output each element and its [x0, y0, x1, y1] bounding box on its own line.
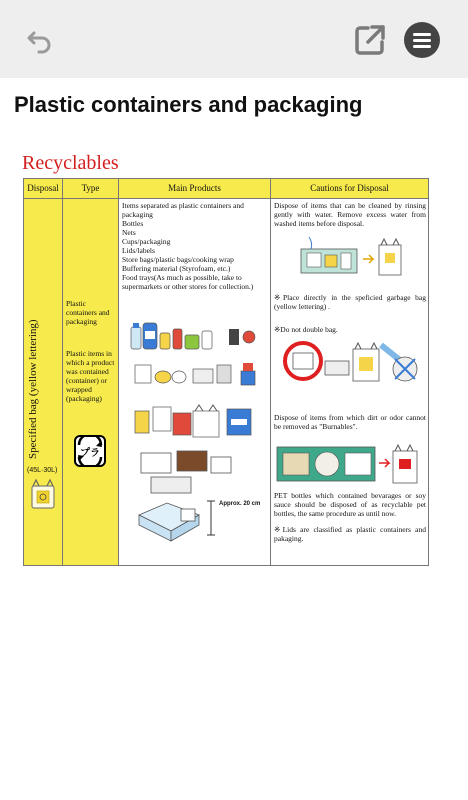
undo-arrow-icon [25, 25, 55, 55]
caution-rinse: Dispose of items that can be cleaned by rinsing gently with water. Remove excess water from washed items before disposal. [274, 201, 426, 228]
recycle-mark-icon [74, 435, 106, 467]
bottles-illustration [129, 319, 261, 351]
type-text-description: Plastic items in which a product was contained (container) or wrapped (packaging) [66, 349, 115, 403]
food-trays-illustration [137, 447, 237, 495]
product-item: Buffering material (Styrofoam, etc.) [122, 264, 231, 273]
menu-button[interactable] [402, 20, 442, 60]
menu-icon [403, 21, 441, 59]
caution-lids: ※Lids are classified as plastic containers and pakaging. [274, 525, 426, 543]
no-double-bag-illustration [281, 339, 421, 385]
bag-size-label: (45L·30L) [27, 467, 58, 474]
product-item: Store bags/plastic bags/cooking wrap [122, 255, 234, 264]
rinse-illustration [299, 235, 403, 279]
type-cell [63, 199, 119, 565]
open-external-button[interactable] [350, 20, 390, 60]
approx-size-label: Approx. 20 cm [219, 501, 261, 507]
caution-dirt-burnables: Dispose of items from which dirt or odor cannot be removed as "Burnables". [274, 413, 426, 431]
product-item: Cups/packaging [122, 237, 171, 246]
page-title: Plastic containers and packaging [14, 92, 363, 117]
dirty-items-illustration [275, 443, 421, 485]
header-cautions: Cautions for Disposal [310, 183, 389, 193]
product-item: Bottles [122, 219, 144, 228]
products-list [122, 201, 270, 291]
disposal-text: Specified bag (yellow lettering) [27, 319, 39, 459]
external-link-icon [352, 22, 388, 58]
styrofoam-illustration [137, 497, 221, 545]
caution-pet-bottles: PET bottles which contained bevarages or soy sauce should be disposed of as recyclable pet bottles, the same procedure as until now. [274, 491, 426, 518]
product-item: Food trays(As much as possible, take to supermarkets or other stores for collection.) [122, 273, 254, 291]
cups-trays-illustration [133, 359, 259, 391]
header-main-products: Main Products [119, 179, 271, 198]
product-item: Nets [122, 228, 136, 237]
section-title: Recyclables [22, 152, 119, 174]
type-text-primary: Plastic containers and packaging [66, 299, 110, 326]
header-disposal: Disposal [24, 179, 63, 198]
recyclables-table [23, 178, 429, 566]
disposal-cell [24, 199, 63, 565]
table-header-row [24, 179, 428, 199]
product-item: Lids/labels [122, 246, 155, 255]
products-cell [119, 199, 271, 565]
bags-wrap-illustration [133, 403, 259, 443]
back-button[interactable] [20, 20, 60, 60]
yellow-bag-icon [30, 478, 56, 510]
header-type: Type [63, 179, 119, 198]
top-toolbar [0, 0, 468, 78]
recycle-mark-label: プラ [80, 448, 100, 459]
cautions-cell [271, 199, 428, 565]
caution-no-double-bag: ※Do not double bag. [274, 325, 338, 334]
product-item: Items separated as plastic containers and packaging [122, 201, 244, 219]
caution-bag: ※Place directly in the speficied garbage bag (yellow lettering) . [274, 293, 426, 311]
